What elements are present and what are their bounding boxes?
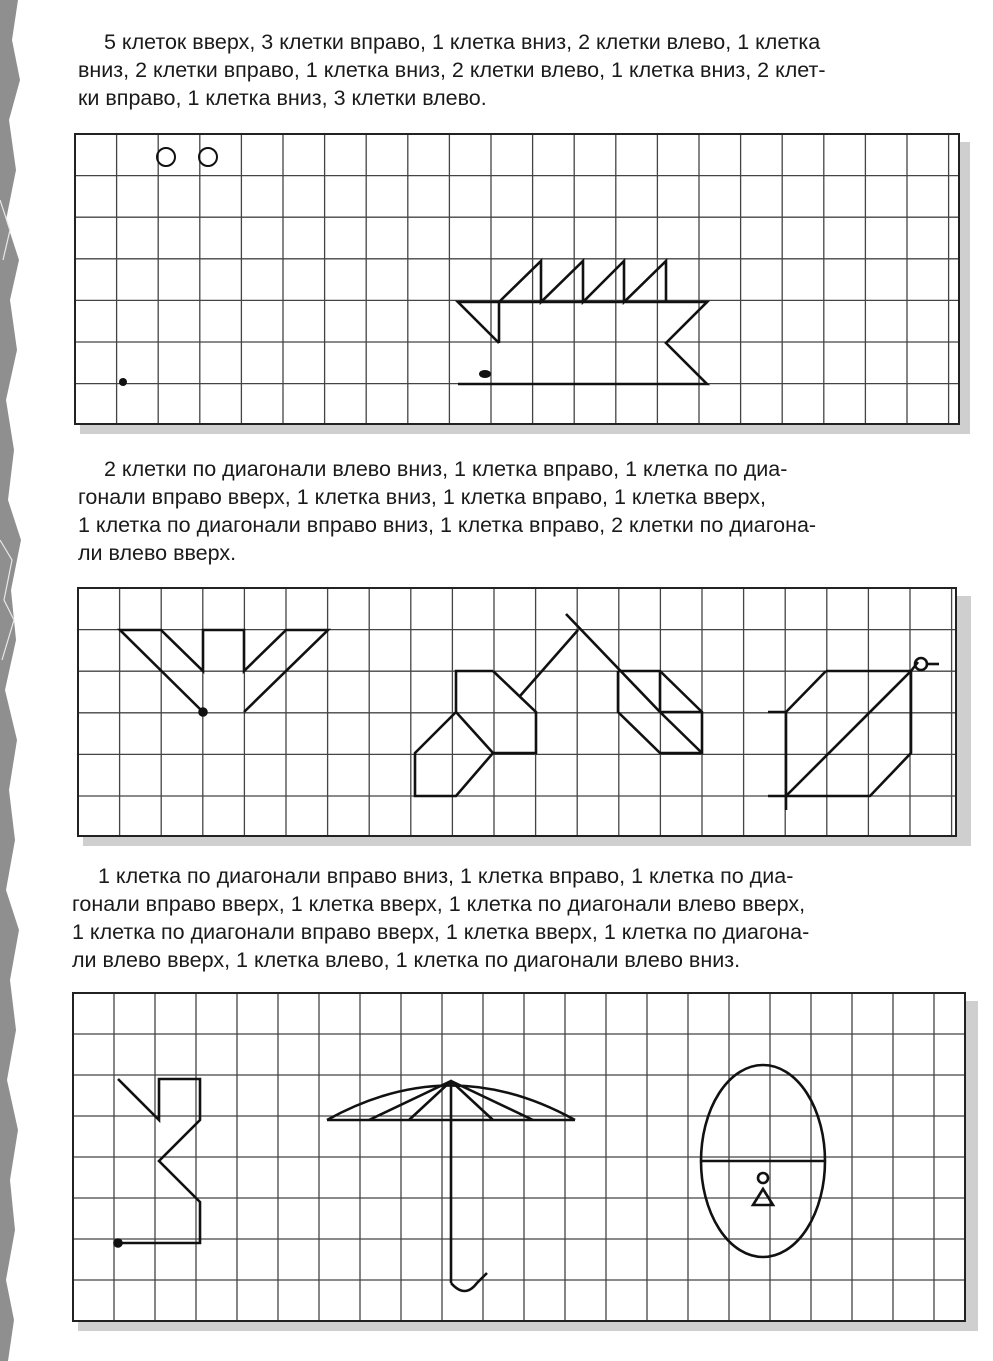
torn-page-edge [0, 0, 30, 1361]
start-dot [200, 709, 207, 716]
instruction-line: гонали вправо вверх, 1 клетка вниз, 1 клетка вправо, 1 клетка вверх, [78, 485, 766, 509]
grid-panel-1 [75, 134, 975, 434]
instruction-line: ли влево вверх. [78, 541, 237, 565]
instruction-text-1 [78, 28, 960, 112]
start-dot [119, 378, 127, 386]
instruction-line: гонали вправо вверх, 1 клетка вверх, 1 клетка по диагонали влево вверх, [72, 892, 806, 916]
grid-panel-3 [73, 993, 983, 1333]
instruction-line: ки вправо, 1 клетка вниз, 3 клетки влево. [78, 86, 487, 110]
instruction-text-3 [72, 862, 960, 974]
hedgehog-eye [479, 370, 491, 378]
instruction-line: 1 клетка по диагонали вправо вниз, 1 клетка вправо, 2 клетки по диагона- [78, 513, 817, 537]
instruction-line: ли влево вверх, 1 клетка влево, 1 клетка по диагонали влево вниз. [72, 948, 741, 972]
instruction-line: 1 клетка по диагонали вправо вниз, 1 клетка вправо, 1 клетка по диа- [98, 864, 794, 888]
instruction-line: вниз, 2 клетки вправо, 1 клетка вниз, 2 клетки влево, 1 клетка вниз, 2 клет- [78, 58, 826, 82]
instruction-line: 2 клетки по диагонали влево вниз, 1 клетка вправо, 1 клетка по диа- [104, 457, 788, 481]
grid-panel-2 [78, 588, 978, 848]
instruction-line: 5 клеток вверх, 3 клетки вправо, 1 клетка вниз, 2 клетки влево, 1 клетка [104, 30, 821, 54]
instruction-line: 1 клетка по диагонали вправо вверх, 1 клетка вверх, 1 клетка по диагона- [72, 920, 810, 944]
start-dot [115, 1240, 122, 1247]
instruction-text-2 [78, 455, 960, 567]
